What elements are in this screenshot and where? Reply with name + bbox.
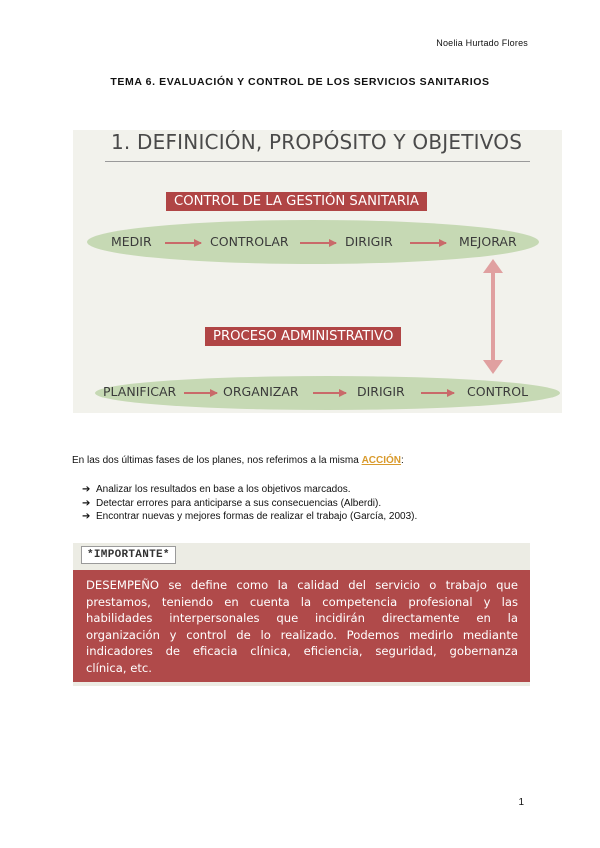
arrow-bullet-icon: ➔ bbox=[82, 484, 91, 495]
arrow-right-icon bbox=[410, 242, 446, 244]
arrow-bullet-icon: ➔ bbox=[82, 497, 91, 509]
arrow-right-icon bbox=[184, 392, 217, 394]
definition-line: indicadores de eficacia clínica, eficiencia, seguridad, gobernanza bbox=[86, 644, 518, 658]
list-item: ➔ Analizar los resultados en base a los objetivos marcados. bbox=[82, 484, 351, 495]
definition-line: DESEMPEÑO se define como la calidad del servicio o trabajo que bbox=[86, 578, 518, 592]
arrow-down-icon bbox=[483, 360, 503, 374]
arrow-bullet-icon: ➔ bbox=[82, 511, 91, 522]
step-planificar: PLANIFICAR bbox=[103, 384, 177, 399]
banner-control-gestion: CONTROL DE LA GESTIÓN SANITARIA bbox=[166, 192, 427, 211]
arrow-right-icon bbox=[313, 392, 346, 394]
important-box bbox=[73, 543, 530, 686]
intro-text: En las dos últimas fases de los planes, nos referimos a la misma bbox=[72, 455, 362, 466]
list-item: ➔ Detectar errores para anticiparse a sus consecuencias (Alberdi). bbox=[82, 497, 382, 509]
intro-paragraph bbox=[72, 455, 404, 466]
step-medir: MEDIR bbox=[111, 234, 152, 249]
definition-line: habilidades interpersonales que incidirán directamente en la bbox=[86, 611, 518, 625]
step-control: CONTROL bbox=[467, 384, 529, 399]
step-dirigir-2: DIRIGIR bbox=[357, 384, 405, 399]
step-controlar: CONTROLAR bbox=[210, 234, 289, 249]
page-number: 1 bbox=[518, 797, 524, 808]
definition-line: prestamos, teniendo en cuenta la competencia profesional y las bbox=[86, 594, 518, 609]
document-title: TEMA 6. EVALUACIÓN Y CONTROL DE LOS SERVICIOS SANITARIOS bbox=[110, 76, 490, 88]
slide-image bbox=[73, 130, 562, 413]
author-name: Noelia Hurtado Flores bbox=[436, 38, 528, 48]
accion-highlight: ACCIÓN bbox=[361, 455, 402, 466]
banner-proceso-administrativo: PROCESO ADMINISTRATIVO bbox=[205, 327, 401, 346]
important-label: *IMPORTANTE* bbox=[81, 546, 176, 564]
arrow-right-icon bbox=[300, 242, 336, 244]
arrow-right-icon bbox=[421, 392, 454, 394]
intro-colon: : bbox=[401, 455, 404, 466]
definition-line: clínica, etc. bbox=[86, 660, 152, 675]
list-item: ➔ Encontrar nuevas y mejores formas de realizar el trabajo (García, 2003). bbox=[82, 511, 418, 522]
double-arrow-shaft bbox=[491, 270, 495, 362]
step-organizar: ORGANIZAR bbox=[223, 384, 299, 399]
step-mejorar: MEJORAR bbox=[459, 234, 517, 249]
arrow-right-icon bbox=[165, 242, 201, 244]
desempeno-definition bbox=[73, 570, 530, 682]
step-dirigir: DIRIGIR bbox=[345, 234, 393, 249]
slide-title: 1. DEFINICIÓN, PROPÓSITO Y OBJETIVOS bbox=[111, 130, 523, 154]
definition-line: organización y control de lo realizado. Podemos medirlo mediante bbox=[86, 627, 518, 642]
title-divider bbox=[105, 161, 530, 162]
bullet-list bbox=[82, 483, 417, 524]
